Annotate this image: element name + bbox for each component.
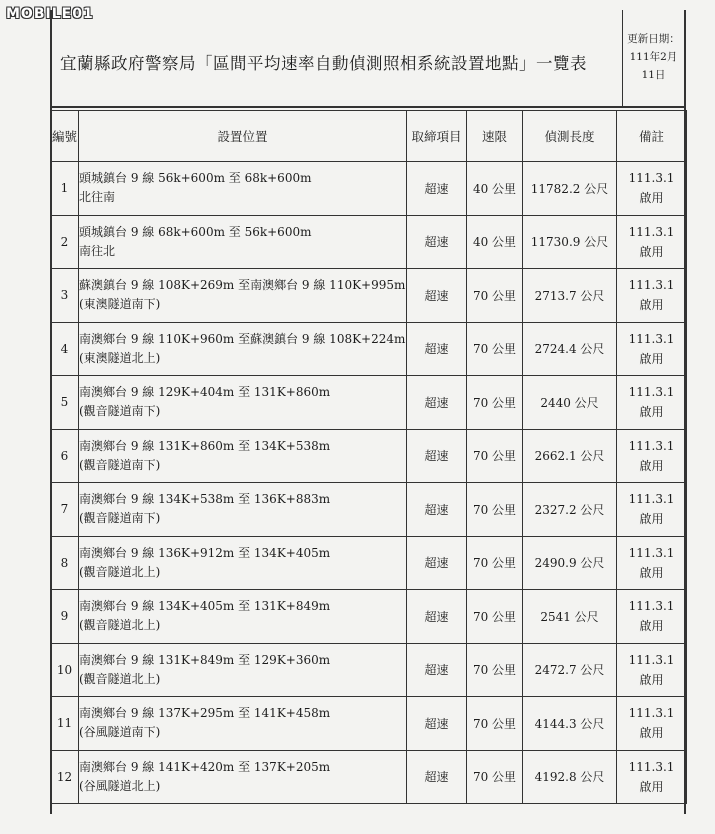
row-location: [79, 162, 407, 216]
row-no: 9: [51, 590, 79, 644]
row-no: 5: [51, 376, 79, 430]
row-remark: [617, 269, 687, 323]
row-location-line2: (谷風隧道北上): [79, 778, 161, 793]
row-remark: [617, 536, 687, 590]
row-location-line1: 南澳鄉台 9 線 141K+420m 至 137K+205m: [79, 759, 331, 774]
row-remark: [617, 429, 687, 483]
row-limit: 70 公里: [467, 429, 523, 483]
row-no: 1: [51, 162, 79, 216]
table-row: [51, 429, 687, 483]
row-location-line1: 南澳鄉台 9 線 110K+960m 至蘇澳鎮台 9 線 108K+224m: [79, 331, 406, 346]
row-remark-status: 啟用: [639, 672, 664, 687]
row-remark-date: 111.3.1: [628, 171, 675, 186]
row-remark-date: 111.3.1: [628, 385, 675, 400]
row-remark: [617, 697, 687, 751]
row-location-line2: (觀音隧道南下): [79, 511, 161, 526]
row-location-line1: 南澳鄉台 9 線 134K+405m 至 131K+849m: [79, 599, 331, 614]
row-remark-date: 111.3.1: [628, 652, 675, 667]
watermark-text: MOBILE01: [6, 6, 94, 22]
row-remark-date: 111.3.1: [628, 278, 675, 293]
table-row: [51, 376, 687, 430]
row-no: 3: [51, 269, 79, 323]
table-row: [51, 590, 687, 644]
row-no: 6: [51, 429, 79, 483]
row-remark-status: 啟用: [639, 191, 664, 206]
table-row: [51, 536, 687, 590]
table-row: [51, 162, 687, 216]
row-limit: 70 公里: [467, 483, 523, 537]
row-item: 超速: [407, 643, 467, 697]
row-item: 超速: [407, 697, 467, 751]
row-location: [79, 269, 407, 323]
row-location-line1: 南澳鄉台 9 線 136K+912m 至 134K+405m: [79, 545, 331, 560]
row-location-line1: 南澳鄉台 9 線 137K+295m 至 141K+458m: [79, 706, 331, 721]
row-limit: 70 公里: [467, 376, 523, 430]
row-item: 超速: [407, 429, 467, 483]
row-location-line2: 北往南: [79, 190, 116, 205]
row-remark: [617, 483, 687, 537]
row-item: 超速: [407, 376, 467, 430]
row-location: [79, 536, 407, 590]
row-limit: 70 公里: [467, 590, 523, 644]
row-remark: [617, 162, 687, 216]
row-item: 超速: [407, 269, 467, 323]
row-limit: 70 公里: [467, 750, 523, 804]
row-item: 超速: [407, 590, 467, 644]
row-location-line2: (東澳隧道北上): [79, 350, 161, 365]
row-limit: 70 公里: [467, 643, 523, 697]
row-location: [79, 322, 407, 376]
row-length: 2541 公尺: [523, 590, 617, 644]
row-length: 11730.9 公尺: [523, 215, 617, 269]
row-location: [79, 429, 407, 483]
header-location: 設置位置: [79, 111, 407, 162]
row-remark-date: 111.3.1: [628, 759, 675, 774]
table-row: [51, 322, 687, 376]
row-length: 2327.2 公尺: [523, 483, 617, 537]
row-remark: [617, 590, 687, 644]
table-row: [51, 215, 687, 269]
row-remark: [617, 376, 687, 430]
row-remark-date: 111.3.1: [628, 438, 675, 453]
row-location-line1: 頭城鎮台 9 線 68k+600m 至 56k+600m: [79, 224, 312, 239]
row-remark: [617, 643, 687, 697]
row-no: 10: [51, 643, 79, 697]
header-remark: 備註: [617, 111, 687, 162]
header-item: 取締項目: [407, 111, 467, 162]
header-no: 編號: [51, 111, 79, 162]
row-no: 8: [51, 536, 79, 590]
row-remark-status: 啟用: [639, 779, 664, 794]
row-location-line2: (觀音隧道南下): [79, 457, 161, 472]
row-limit: 40 公里: [467, 162, 523, 216]
row-location-line2: (觀音隧道北上): [79, 564, 161, 579]
row-length: 2490.9 公尺: [523, 536, 617, 590]
row-location: [79, 643, 407, 697]
row-no: 4: [51, 322, 79, 376]
row-location-line1: 南澳鄉台 9 線 131K+860m 至 134K+538m: [79, 438, 331, 453]
row-location-line2: (觀音隧道南下): [79, 404, 161, 419]
row-location-line1: 南澳鄉台 9 線 131K+849m 至 129K+360m: [79, 652, 331, 667]
row-item: 超速: [407, 162, 467, 216]
row-no: 7: [51, 483, 79, 537]
row-remark: [617, 322, 687, 376]
row-remark-status: 啟用: [639, 351, 664, 366]
row-length: 2713.7 公尺: [523, 269, 617, 323]
row-item: 超速: [407, 215, 467, 269]
row-no: 12: [51, 750, 79, 804]
header-limit: 速限: [467, 111, 523, 162]
row-no: 2: [51, 215, 79, 269]
table-row: [51, 697, 687, 751]
row-location-line1: 蘇澳鎮台 9 線 108K+269m 至南澳鄉台 9 線 110K+995m: [79, 278, 406, 293]
camera-locations-table: [50, 110, 687, 804]
row-remark-status: 啟用: [639, 619, 664, 634]
row-length: 2440 公尺: [523, 376, 617, 430]
row-location-line2: 南往北: [79, 243, 116, 258]
row-item: 超速: [407, 536, 467, 590]
row-location-line1: 頭城鎮台 9 線 56k+600m 至 68k+600m: [79, 171, 312, 186]
row-length: 4192.8 公尺: [523, 750, 617, 804]
table-row: [51, 269, 687, 323]
row-item: 超速: [407, 322, 467, 376]
row-no: 11: [51, 697, 79, 751]
row-location-line2: (觀音隧道北上): [79, 671, 161, 686]
document-title: 宜蘭縣政府警察局「區間平均速率自動偵測照相系統設置地點」一覽表: [60, 54, 587, 73]
row-remark: [617, 215, 687, 269]
row-remark-status: 啟用: [639, 298, 664, 313]
document-header: [50, 10, 686, 108]
row-location-line1: 南澳鄉台 9 線 134K+538m 至 136K+883m: [79, 492, 331, 507]
row-location: [79, 483, 407, 537]
row-remark: [617, 750, 687, 804]
table-row: [51, 483, 687, 537]
row-location: [79, 750, 407, 804]
row-remark-status: 啟用: [639, 405, 664, 420]
row-remark-status: 啟用: [639, 512, 664, 527]
row-limit: 40 公里: [467, 215, 523, 269]
row-limit: 70 公里: [467, 322, 523, 376]
row-length: 11782.2 公尺: [523, 162, 617, 216]
row-remark-date: 111.3.1: [628, 545, 675, 560]
row-remark-date: 111.3.1: [628, 599, 675, 614]
table-row: [51, 750, 687, 804]
row-length: 4144.3 公尺: [523, 697, 617, 751]
row-remark-status: 啟用: [639, 458, 664, 473]
row-item: 超速: [407, 483, 467, 537]
row-remark-status: 啟用: [639, 726, 664, 741]
update-date-label: 更新日期：: [627, 33, 680, 45]
row-remark-date: 111.3.1: [628, 331, 675, 346]
row-item: 超速: [407, 750, 467, 804]
update-date-line2: 11日: [641, 69, 666, 81]
row-location: [79, 215, 407, 269]
row-limit: 70 公里: [467, 697, 523, 751]
row-remark-status: 啟用: [639, 565, 664, 580]
row-remark-date: 111.3.1: [628, 224, 675, 239]
row-remark-date: 111.3.1: [628, 706, 675, 721]
table-header-row: [51, 111, 687, 162]
row-location-line2: (觀音隧道北上): [79, 618, 161, 633]
header-length: 偵測長度: [523, 111, 617, 162]
row-limit: 70 公里: [467, 269, 523, 323]
row-length: 2724.4 公尺: [523, 322, 617, 376]
row-remark-status: 啟用: [639, 244, 664, 259]
row-remark-date: 111.3.1: [628, 492, 675, 507]
row-location-line2: (谷風隧道南下): [79, 725, 161, 740]
row-location-line2: (東澳隧道南下): [79, 297, 161, 312]
update-date-box: [622, 10, 684, 106]
row-location-line1: 南澳鄉台 9 線 129K+404m 至 131K+860m: [79, 385, 331, 400]
row-location: [79, 376, 407, 430]
row-limit: 70 公里: [467, 536, 523, 590]
row-location: [79, 697, 407, 751]
update-date-line1: 111年2月: [629, 51, 678, 63]
table-row: [51, 643, 687, 697]
row-location: [79, 590, 407, 644]
row-length: 2472.7 公尺: [523, 643, 617, 697]
row-length: 2662.1 公尺: [523, 429, 617, 483]
